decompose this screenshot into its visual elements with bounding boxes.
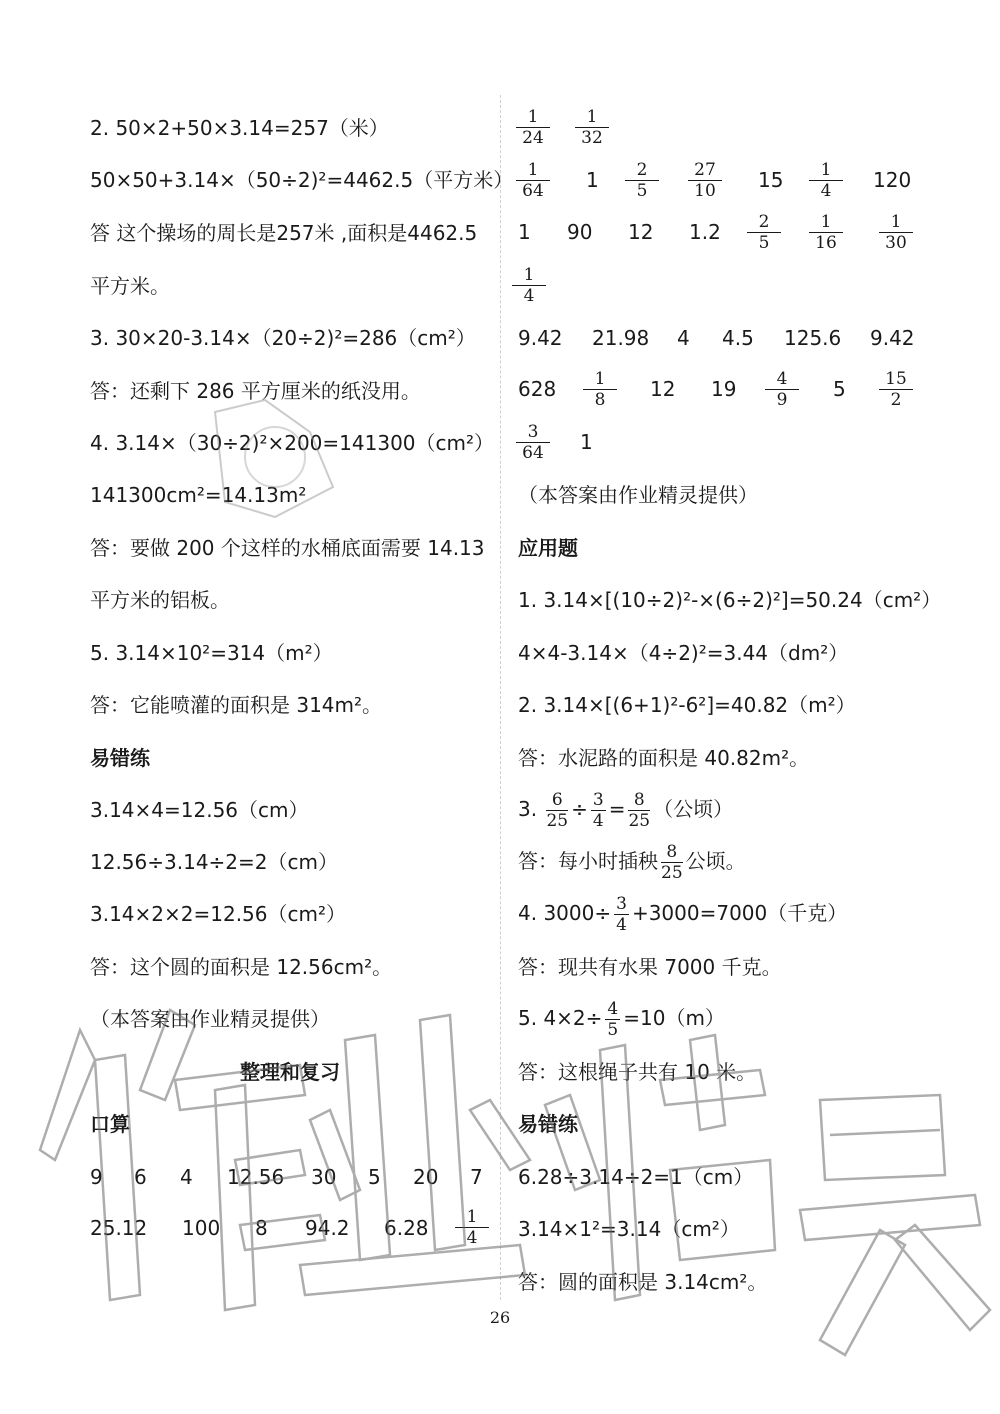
- r3-val-3: 12: [628, 220, 654, 244]
- app-3-unit: （公顷）: [653, 797, 734, 821]
- r7-val: 1: [580, 430, 593, 454]
- app-5-answer: 答：这根绳子共有 10 米。: [518, 1060, 757, 1084]
- wm-stroke-21: [820, 1230, 905, 1355]
- app-4-answer: 答：现共有水果 7000 千克。: [518, 955, 782, 979]
- r5-val-6: 9.42: [870, 326, 915, 350]
- ks-r1-5: 30: [311, 1165, 337, 1189]
- ks-r1-2: 6: [134, 1165, 147, 1189]
- left-line-6: 答：还剩下 286 平方厘米的纸没用。: [90, 379, 421, 403]
- wm-stroke-20: [800, 1195, 980, 1240]
- r2-val-2: 15: [758, 168, 784, 192]
- left-credit: （本答案由作业精灵提供）: [90, 1007, 330, 1031]
- left-line-12: 答：它能喷灌的面积是 314m²。: [90, 693, 383, 717]
- r3-frac-3: 1 30: [879, 212, 913, 253]
- r3-val-4: 1.2: [689, 220, 721, 244]
- r6-val-3: 19: [711, 377, 737, 401]
- heading-kousuan: 口算: [90, 1112, 130, 1136]
- app-2: 2. 3.14×[(6+1)²-6²]=40.82（m²）: [518, 693, 856, 717]
- r3-val-2: 90: [567, 220, 593, 244]
- r2-frac-2: 2 5: [625, 160, 659, 201]
- right-yicuo-1: 6.28÷3.14÷2=1（cm）: [518, 1165, 754, 1189]
- r5-val-5: 125.6: [784, 326, 842, 350]
- wm-stroke-18: [820, 1095, 945, 1180]
- app-5-pre: 5. 4×2÷: [518, 1006, 603, 1030]
- ks-r2-frac: 1 4: [455, 1207, 489, 1248]
- wm-stroke-1: [40, 1030, 95, 1160]
- app-2-answer: 答：水泥路的面积是 40.82m²。: [518, 746, 810, 770]
- r6-frac-1: 1 8: [583, 369, 617, 410]
- left-line-8: 141300cm²=14.13m²: [90, 483, 307, 507]
- right-yicuo-3: 答：圆的面积是 3.14cm²。: [518, 1270, 768, 1294]
- app-5-post: =10（m）: [623, 1006, 725, 1030]
- ks-r1-7: 20: [413, 1165, 439, 1189]
- r5-val-4: 4.5: [722, 326, 754, 350]
- app-3-prefix: 3.: [518, 797, 538, 821]
- r1-frac-2: 1 32: [575, 107, 609, 148]
- left-line-9: 答：要做 200 个这样的水桶底面需要 14.13: [90, 536, 485, 560]
- r6-val-2: 12: [650, 377, 676, 401]
- r5-val-3: 4: [677, 326, 690, 350]
- r5-val-2: 21.98: [592, 326, 650, 350]
- app-3: [518, 788, 733, 831]
- ks-r2-2: 100: [182, 1216, 221, 1240]
- r1-frac-1: 1 24: [516, 107, 550, 148]
- left-line-5: 3. 30×20-3.14×（20÷2)²=286（cm²）: [90, 326, 476, 350]
- app-3-answer-post: 公顷。: [685, 849, 746, 873]
- app-3-answer-pre: 答：每小时插秧: [518, 849, 658, 873]
- left-line-3: 答 这个操场的周长是257米 ,面积是4462.5: [90, 221, 478, 245]
- right-credit: （本答案由作业精灵提供）: [518, 483, 758, 507]
- section-title: 整理和复习: [240, 1060, 340, 1084]
- ks-r2-1: 25.12: [90, 1216, 148, 1240]
- left-yicuo-2: 12.56÷3.14÷2=2（cm）: [90, 850, 338, 874]
- left-line-4: 平方米。: [90, 274, 170, 298]
- app-3-frac-2: $\frac{3}{4}$: [592, 790, 604, 831]
- ks-r1-4: 12.56: [227, 1165, 285, 1189]
- left-line-11: 5. 3.14×10²=314（m²）: [90, 641, 333, 665]
- left-yicuo-1: 3.14×4=12.56（cm）: [90, 798, 309, 822]
- r6-frac-3: 15 2: [879, 369, 913, 410]
- ks-r2-3: 8: [255, 1216, 268, 1240]
- heading-yingyong: 应用题: [518, 536, 578, 560]
- ks-r1-1: 9: [90, 1165, 103, 1189]
- heading-yicuo-right: 易错练: [518, 1112, 578, 1136]
- page-number: 26: [489, 1308, 511, 1327]
- app-4: [518, 892, 847, 935]
- r5-val-1: 9.42: [518, 326, 563, 350]
- left-line-2: 50×50+3.14×（50÷2)²=4462.5（平方米）: [90, 168, 514, 192]
- ks-r1-8: 7: [470, 1165, 483, 1189]
- app-5-frac: $\frac{4}{5}$: [607, 999, 619, 1040]
- app-3-frac-1: $\frac{6}{25}$: [546, 790, 569, 831]
- column-divider: [500, 95, 501, 1300]
- app-3-eq: =: [608, 797, 626, 821]
- right-yicuo-2: 3.14×1²=3.14（cm²）: [518, 1217, 740, 1241]
- r4-frac: 1 4: [512, 265, 546, 306]
- r6-val-1: 628: [518, 377, 557, 401]
- heading-yicuo-left: 易错练: [90, 746, 150, 770]
- app-4-pre: 4. 3000÷: [518, 901, 612, 925]
- ks-r1-6: 5: [368, 1165, 381, 1189]
- r2-frac-4: 1 4: [809, 160, 843, 201]
- wm-stroke-5: [215, 1085, 255, 1310]
- left-line-10: 平方米的铝板。: [90, 588, 230, 612]
- r2-frac-3: 27 10: [688, 160, 722, 201]
- app-4-frac: $\frac{3}{4}$: [616, 894, 627, 935]
- left-line-7: 4. 3.14×（30÷2)²×200=141300（cm²）: [90, 431, 495, 455]
- app-1: 1. 3.14×[(10÷2)²-×(6÷2)²]=50.24（cm²）: [518, 588, 942, 612]
- app-3-answer-frac: $\frac{8}{25}$: [661, 842, 683, 883]
- ks-r2-5: 6.28: [384, 1216, 429, 1240]
- app-4-post: +3000=7000（千克）: [631, 901, 848, 925]
- r2-frac-1: 1 64: [516, 160, 550, 201]
- r7-frac: 3 64: [516, 422, 550, 463]
- left-line-1: 2. 50×2+50×3.14=257（米）: [90, 116, 389, 140]
- r3-val-1: 1: [518, 220, 531, 244]
- app-5: [518, 997, 725, 1040]
- r3-frac-1: 2 5: [747, 212, 781, 253]
- r6-frac-2: 4 9: [765, 369, 799, 410]
- app-3-answer: [518, 840, 746, 883]
- left-yicuo-3: 3.14×2×2=12.56（cm²）: [90, 902, 347, 926]
- app-3-op: ÷: [571, 797, 588, 821]
- app-1b: 4×4-3.14×（4÷2)²=3.44（dm²）: [518, 641, 849, 665]
- r3-frac-2: 1 16: [809, 212, 843, 253]
- ks-r1-3: 4: [180, 1165, 193, 1189]
- left-yicuo-4: 答：这个圆的面积是 12.56cm²。: [90, 955, 393, 979]
- r6-val-4: 5: [833, 377, 846, 401]
- ks-r2-4: 94.2: [305, 1216, 350, 1240]
- r2-val-1: 1: [586, 168, 599, 192]
- app-3-frac-3: $\frac{8}{25}$: [628, 790, 651, 831]
- r2-val-3: 120: [873, 168, 912, 192]
- wm-stroke-12: [300, 1245, 525, 1295]
- wm-stroke-19: [830, 1130, 940, 1135]
